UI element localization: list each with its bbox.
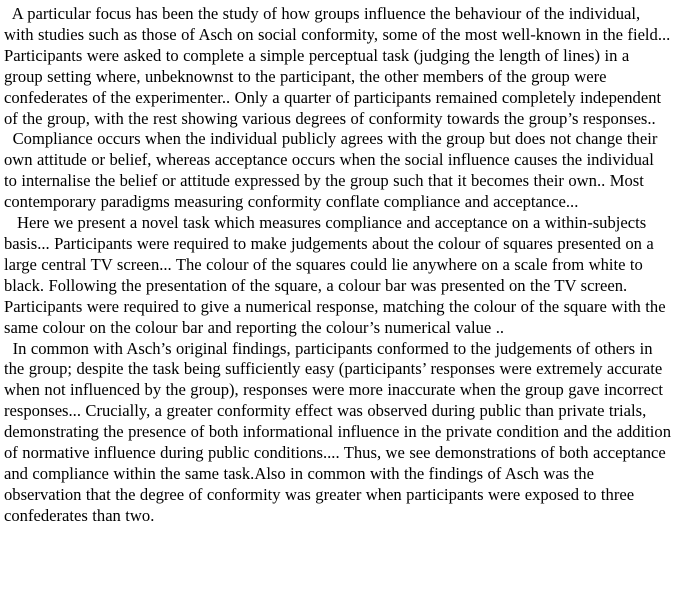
paragraph-text: Compliance occurs when the individual publicly agrees with the group but does not change their own attitude or belief, whereas acceptance occurs when the social influence causes the individual to internalise the belief or attitude expressed by the group such that it becomes their own.. Most contemporary paradigms measuring conformity conflate compliance and acceptance... [4, 129, 658, 212]
paragraph-indent [4, 213, 17, 232]
paragraph-compliance-acceptance [4, 129, 671, 213]
paragraph-findings [4, 339, 671, 527]
paragraph-text: In common with Asch’s original findings, participants conformed to the judgements of others in the group; despite the task being sufficiently easy (participants’ responses were extremely accurate when not influenced by the group), responses were more inaccurate when the group gave incorrect responses... Crucially, a greater conformity effect was observed during public than private trials, demonstrating the presence of both informational influence in the private condition and the addition of normative influence during public conditions.... Thus, we see demonstrations of both acceptance and compliance within the same task.Also in common with the findings of Asch was the observation that the degree of conformity was greater when participants were exposed to three confederates than two. [4, 338, 671, 525]
paragraph-novel-task [4, 213, 671, 338]
paragraph-indent [4, 129, 13, 148]
paragraph-asch-background [4, 4, 671, 129]
paragraph-text: Here we present a novel task which measures compliance and acceptance on a within-subjects basis... Participants were required to make judgements about the colour of squares presented on a large central TV screen... The colour of the squares could lie anywhere on a scale from white to black. Following the presentation of the square, a colour bar was presented on the TV screen. Participants were required to give a numerical response, matching the colour of the square with the same colour on the colour bar and reporting the colour’s numerical value .. [4, 213, 666, 337]
paragraph-text: A particular focus has been the study of how groups influence the behaviour of the individual, with studies such as those of Asch on social conformity, some of the most well-known in the field... Participants were asked to complete a simple perceptual task (judging the length of lines) in a group setting where, unbeknownst to the participant, the other members of the group were confederates of the experimenter.. Only a quarter of participants remained completely independent of the group, with the rest showing various degrees of conformity towards the group’s responses.. [4, 4, 671, 128]
paragraph-indent [4, 339, 13, 358]
paragraph-indent [4, 4, 12, 23]
